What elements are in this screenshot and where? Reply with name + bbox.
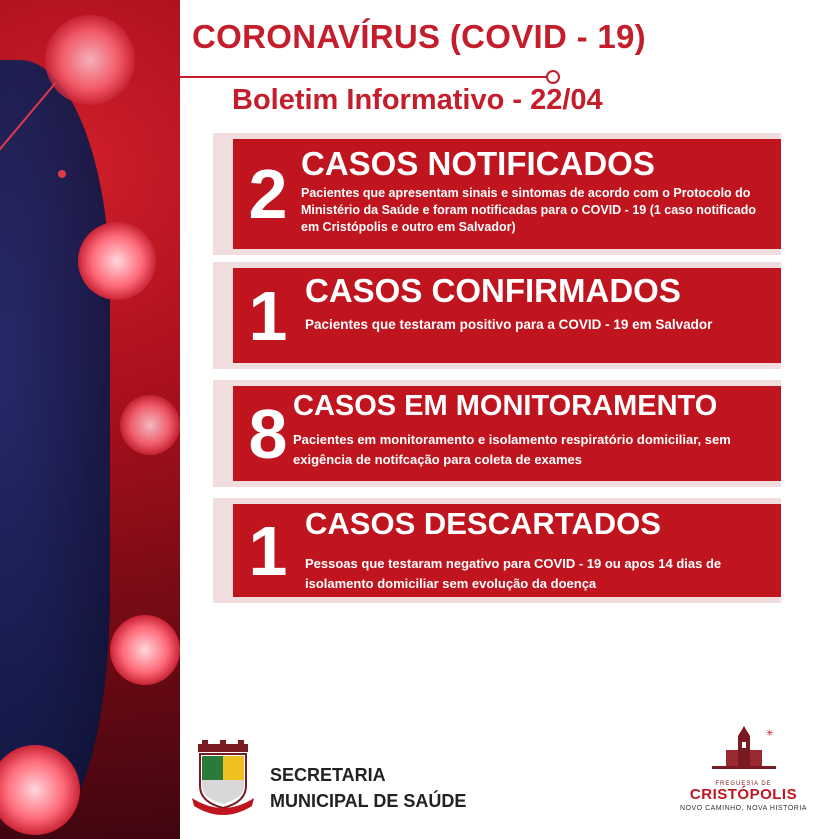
secretaria-label: [270, 762, 466, 814]
virus-icon: [120, 395, 180, 455]
stat-title: CASOS EM MONITORAMENTO: [293, 390, 718, 422]
stat-number: 2: [248, 155, 288, 233]
logo-small-text: FREGUESIA DE: [715, 781, 772, 787]
page-title: CORONAVÍRUS (COVID - 19): [192, 18, 646, 55]
church-icon: [704, 726, 784, 774]
stat-description: Pacientes em monitoramento e isolamento respiratório domiciliar, sem exigência de notifcação para coleta de exames: [293, 432, 731, 467]
divider-dot: [546, 70, 560, 84]
stat-number: 1: [248, 511, 288, 590]
logo-slogan: NOVO CAMINHO, NOVA HISTÓRIA: [680, 805, 807, 812]
stat-description: Pessoas que testaram negativo para COVID - 19 ou apos 14 dias de isolamento domiciliar sem evolução da doença: [305, 556, 722, 591]
face-silhouette: [0, 60, 110, 820]
stat-card-descartados: [213, 498, 781, 603]
virus-icon: [0, 745, 80, 835]
svg-text:✳: ✳: [765, 728, 774, 738]
virus-icon: [110, 615, 180, 685]
stat-number: 1: [248, 276, 288, 355]
logo-city-name: CRISTÓPOLIS: [689, 786, 798, 803]
stat-title: CASOS DESCARTADOS: [305, 506, 661, 541]
secretaria-line-1: SECRETARIA: [270, 765, 386, 785]
stat-card-monitoramento: [213, 380, 781, 487]
coronavirus-background-image: [0, 0, 180, 839]
title-divider: [180, 76, 552, 78]
virus-icon: [78, 222, 156, 300]
stat-number: 8: [248, 394, 288, 473]
stat-title: CASOS NOTIFICADOS: [301, 145, 655, 182]
municipal-crest-logo: [190, 740, 256, 820]
stat-card-confirmados: [213, 262, 781, 369]
decorative-dot: [58, 170, 66, 178]
stat-description: Pacientes que apresentam sinais e sintomas de acordo com o Protocolo do Ministério da Saúde e foram notificadas para o COVID - 19 (1 caso notificado em Cristópolis e outro em Salvador): [301, 186, 756, 234]
stat-title: CASOS CONFIRMADOS: [305, 272, 681, 309]
stat-description: Pacientes que testaram positivo para a COVID - 19 em Salvador: [305, 317, 713, 332]
bulletin-subtitle: Boletim Informativo - 22/04: [232, 84, 603, 116]
virus-icon: [45, 15, 135, 105]
secretaria-line-2: MUNICIPAL DE SAÚDE: [270, 791, 467, 811]
stat-card-notificados: [213, 133, 781, 255]
cristopolis-logo: [676, 726, 811, 818]
